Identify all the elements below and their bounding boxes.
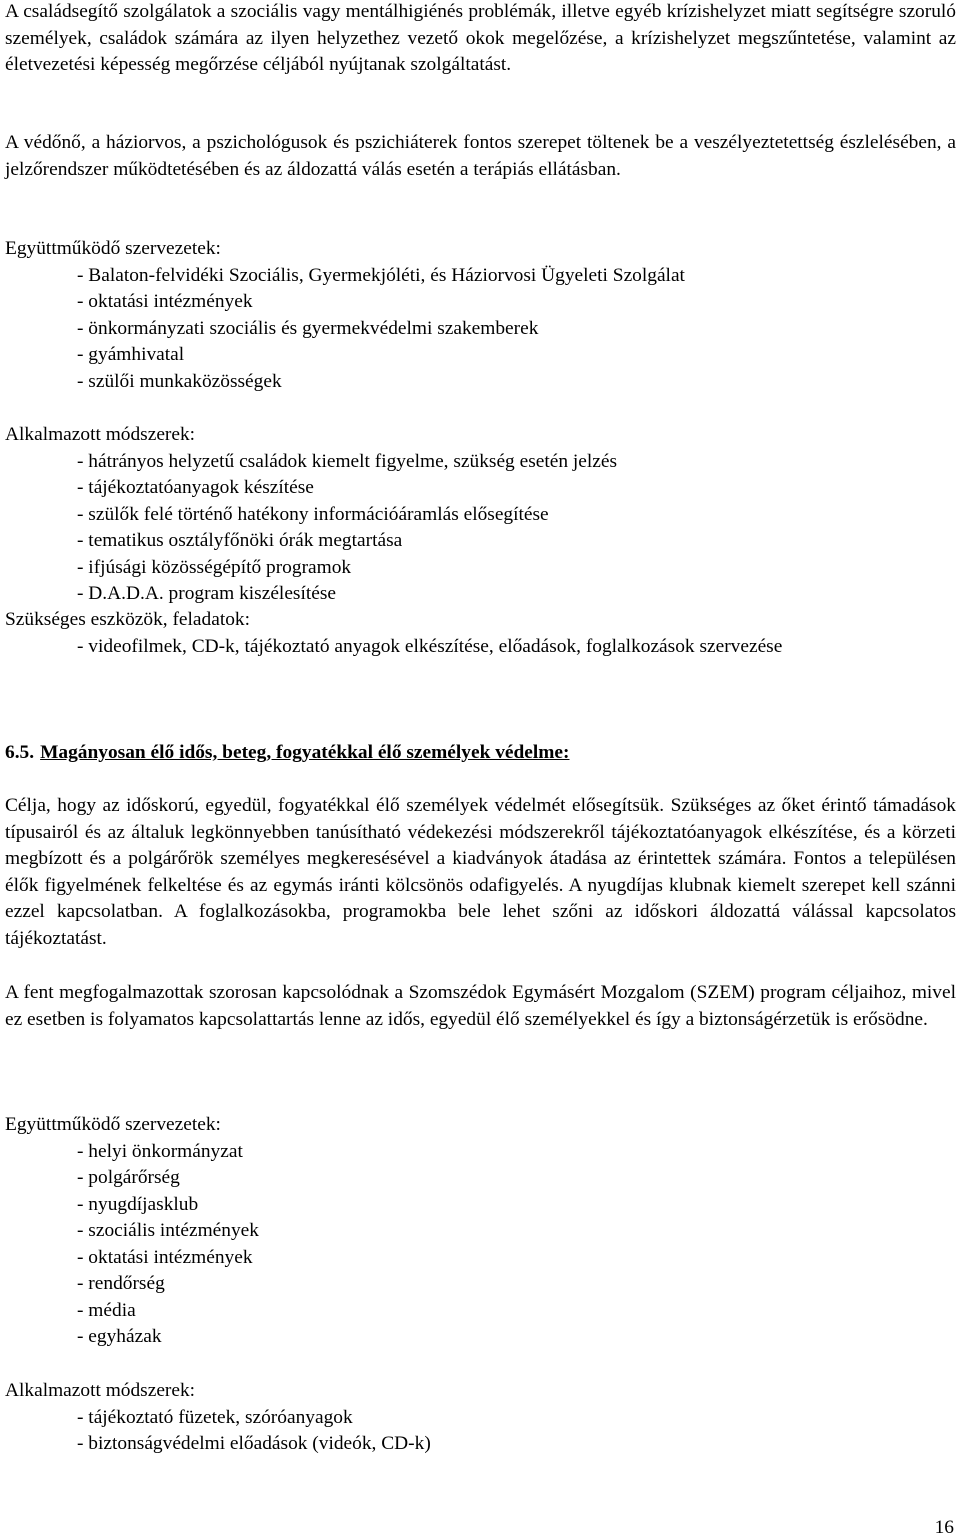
methods-list <box>5 449 956 608</box>
list-item: - rendőrség <box>77 1273 165 1294</box>
section-paragraph-goal: Célja, hogy az időskorú, egyedül, fogyatékkal élő személyek védelmét elősegítsük. Szükséges az őket érintő támadások típusairól és az általuk legkönnyebben tanúsítható védekezési módszerekről tájékoztatóanyagok elkészítése, és a körzeti megbízott és a polgárőrök személyes megkeresésével a kiadványok átadása az érintettek számára. Fontos a településen élők figyelmének felkeltése és az egymás iránti kölcsönös odafigyelés. A nyugdíjas klubnak kiemelt szerepet kell szánni ezzel kapcsolatban. A foglalkozásokba, programokba bele lehet szőni az időskori áldozattá válással kapcsolatos tájékoztatást. <box>5 795 956 949</box>
cooperating-organizations-block <box>5 236 956 395</box>
list-item: - oktatási intézmények <box>77 1246 253 1268</box>
organizations-list <box>5 263 956 396</box>
list-item: - média <box>77 1299 136 1321</box>
list-item: - szülői munkaközösségek <box>77 370 282 392</box>
required-tools-block <box>5 607 956 660</box>
applied-methods-block <box>5 422 956 608</box>
list-item: - helyi önkormányzat <box>77 1140 243 1162</box>
tools-list <box>5 634 956 661</box>
block-label: Együttműködő szervezetek: <box>5 1114 221 1135</box>
list-item: - önkormányzati szociális és gyermekvédelmi szakemberek <box>77 317 539 339</box>
methods-list <box>5 1405 956 1458</box>
list-item: - szülők felé történő hatékony információáramlás elősegítése <box>77 503 549 525</box>
block-label: Szükséges eszközök, feladatok: <box>5 609 250 630</box>
page-number: 16 <box>934 1517 954 1538</box>
list-item: - hátrányos helyzetű családok kiemelt figyelme, szükség esetén jelzés <box>77 450 618 472</box>
list-item: - tájékoztató füzetek, szóróanyagok <box>77 1406 353 1428</box>
intro-paragraph-family-support: A családsegítő szolgálatok a szociális vagy mentálhigiénés problémák, illetve egyéb krízishelyzet miatt segítségre szoruló személyek, családok számára az ilyen helyzethez vezető okok megelőzése, a krízishelyzet megszűntetése, valamint az életvezetési képesség megőrzése céljából nyújtanak szolgáltatást. <box>5 1 956 75</box>
intro-paragraph-health-roles: A védőnő, a háziorvos, a pszichológusok és pszichiáterek fontos szerepet töltenek be a veszélyeztetettség észlelésében, a jelzőrendszer működtetésében és az áldozattá válás esetén a terápiás ellátásban. <box>5 132 956 180</box>
section-cooperating-organizations-block <box>5 1112 956 1351</box>
list-item: - nyugdíjasklub <box>77 1193 199 1215</box>
list-item: - ifjúsági közösségépítő programok <box>77 556 352 578</box>
list-item: - tematikus osztályfőnöki órák megtartása <box>77 530 403 551</box>
list-item: - szociális intézmények <box>77 1220 259 1241</box>
list-item: - biztonságvédelmi előadások (videók, CD-k) <box>77 1433 431 1454</box>
list-item: - D.A.D.A. program kiszélesítése <box>77 583 337 604</box>
section-heading <box>5 740 956 767</box>
section-title: Magányosan élő idős, beteg, fogyatékkal élő személyek védelme: <box>40 742 570 763</box>
list-item: - polgárőrség <box>77 1167 180 1188</box>
list-item: - videofilmek, CD-k, tájékoztató anyagok elkészítése, előadások, foglalkozások szervezése <box>77 635 783 657</box>
list-item: - Balaton-felvidéki Szociális, Gyermekjóléti, és Háziorvosi Ügyeleti Szolgálat <box>77 264 685 286</box>
section-number: 6.5. <box>5 742 35 763</box>
list-item: - egyházak <box>77 1326 162 1347</box>
list-item: - oktatási intézmények <box>77 291 253 312</box>
section-paragraph-szem: A fent megfogalmazottak szorosan kapcsolódnak a Szomszédok Egymásért Mozgalom (SZEM) program céljaihoz, mivel ez esetben is folyamatos kapcsolattartás lenne az idős, egyedül élő személyekkel és így a biztonságérzetük is erősödne. <box>5 982 956 1030</box>
block-label: Együttműködő szervezetek: <box>5 238 221 259</box>
section-applied-methods-block <box>5 1378 956 1458</box>
list-item: - tájékoztatóanyagok készítése <box>77 477 314 498</box>
block-label: Alkalmazott módszerek: <box>5 424 196 445</box>
organizations-list <box>5 1139 956 1351</box>
block-label: Alkalmazott módszerek: <box>5 1380 196 1401</box>
list-item: - gyámhivatal <box>77 344 185 365</box>
